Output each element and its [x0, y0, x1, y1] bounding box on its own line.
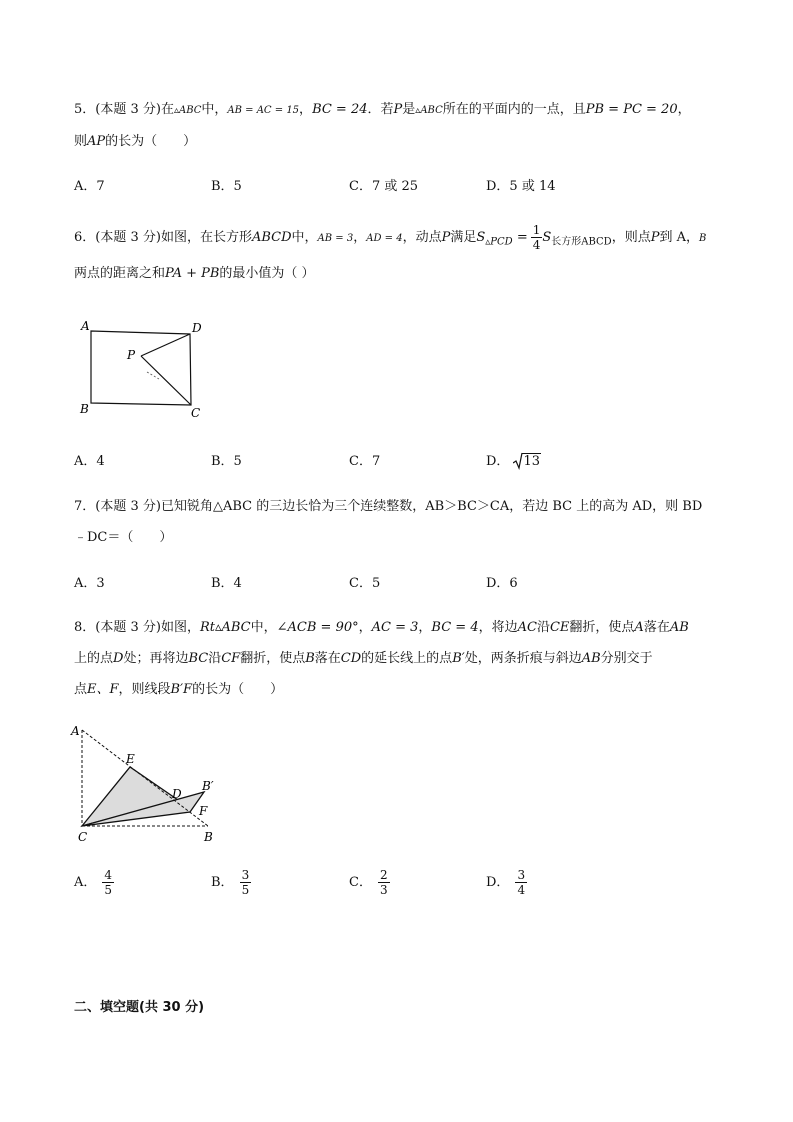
sqrt-expression: 13	[513, 452, 541, 472]
option-a[interactable]: A．4	[74, 454, 105, 469]
label-d: D	[192, 321, 202, 335]
question-7-options	[74, 574, 724, 604]
option-c[interactable]: C．7	[349, 454, 381, 469]
option-c[interactable]: C． $\frac{2}{3}$	[349, 868, 388, 897]
option-d[interactable]: D． 13	[486, 452, 541, 472]
option-b[interactable]: B． $\frac{3}{5}$	[211, 868, 250, 897]
option-c[interactable]: C．7 或 25	[349, 179, 419, 194]
question-8-stem: 8．(本题 3 分)如图，Rt▵ABC中，∠ACB = 90°，AC = 3，BC = 4，将边AC沿CE翻折，使点A落在AB 上的点D处；再将边BC沿CF翻折，使点B落在CD的延长线上的点B′处，两条折痕与斜边AB分别交于 点E、F，则线段B′F的长为（ ）	[74, 620, 689, 697]
segment-pc	[141, 356, 191, 405]
label-a: A	[71, 724, 80, 738]
label-b: B	[204, 830, 213, 844]
label-a: A	[81, 319, 90, 333]
label-d: D	[172, 787, 182, 801]
label-e: E	[126, 752, 135, 766]
question-5-stem: 5．(本题 3 分)在▵ABC中，AB = AC = 15，BC = 24．若P是▵ABC所在的平面内的一点，且PB = PC = 20， 则AP的长为（ ）	[74, 102, 691, 149]
option-d[interactable]: D．5 或 14	[486, 179, 556, 194]
question-6-options	[74, 452, 724, 482]
question-8-options	[74, 864, 724, 904]
triangle-fold-figure	[68, 720, 228, 850]
sqrt-sign-icon	[513, 452, 523, 470]
question-5-options	[74, 177, 724, 207]
option-d[interactable]: D． $\frac{3}{4}$	[486, 868, 526, 897]
section-title: 二、填空题(共 30 分)	[74, 1000, 205, 1015]
option-d[interactable]: D．6	[486, 576, 518, 591]
label-b-prime: B′	[202, 779, 214, 793]
question-6-stem: 6．(本题 3 分)如图，在长方形ABCD中，AB = 3，AD = 4，动点P满足$S_{▵PCD}$ = $\frac{1}{4}$ $S_{长方形ABCD}$，则点P到 A，B 两点的距离之和PA + PB的最小值为（ ）	[74, 223, 707, 281]
label-f: F	[199, 804, 208, 818]
label-c: C	[78, 830, 88, 844]
option-b[interactable]: B．5	[211, 454, 242, 469]
option-a[interactable]: A．7	[74, 179, 105, 194]
option-b[interactable]: B．5	[211, 179, 242, 194]
rectangle-abcd	[91, 331, 191, 405]
dashed-mark	[147, 372, 159, 379]
segment-pd	[141, 334, 190, 356]
option-b[interactable]: B．4	[211, 576, 242, 591]
option-a[interactable]: A．3	[74, 576, 105, 591]
label-c: C	[191, 406, 201, 420]
rectangle-figure	[74, 315, 214, 425]
option-a[interactable]: A． $\frac{4}{5}$	[74, 868, 113, 897]
option-c[interactable]: C．5	[349, 576, 381, 591]
label-p: P	[127, 348, 136, 362]
label-b: B	[80, 402, 89, 416]
question-7-stem: 7．(本题 3 分)已知锐角△ABC 的三边长恰为三个连续整数，AB＞BC＞CA，若边 BC 上的高为 AD，则 BD ﹣DC＝（ ）	[74, 499, 703, 545]
